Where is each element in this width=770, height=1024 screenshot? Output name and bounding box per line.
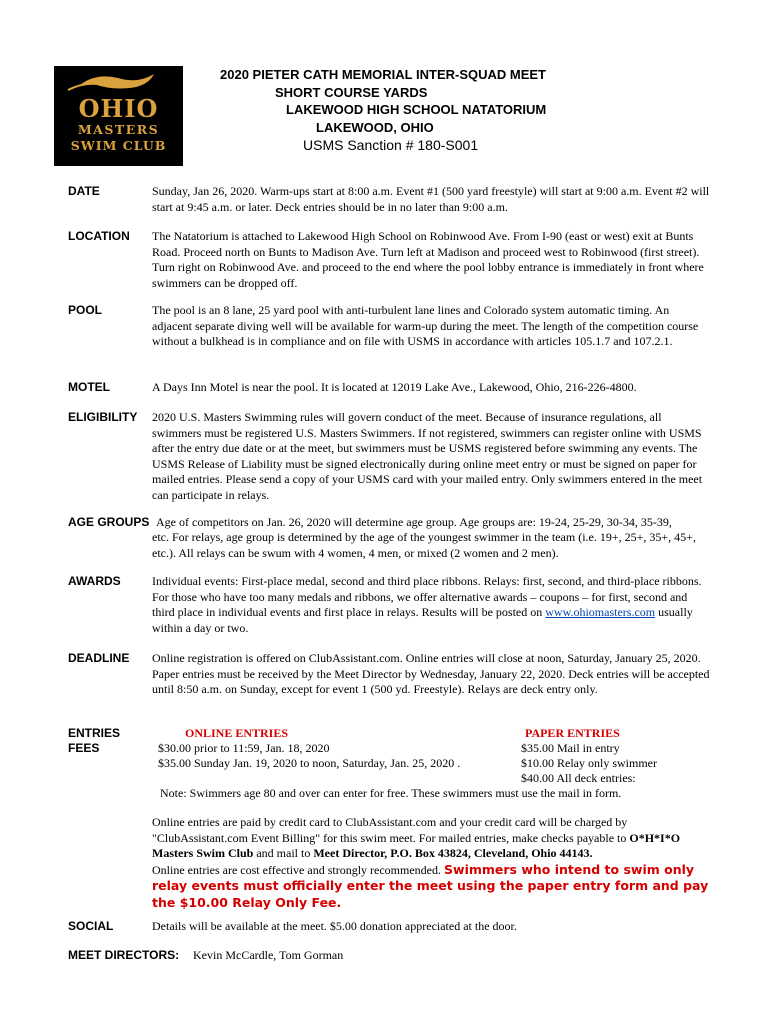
- age-80-note: Note: Swimmers age 80 and over can enter for free. These swimmers must use the mail in form.: [160, 786, 622, 800]
- fees-label: FEES: [68, 741, 100, 755]
- date-label: DATE: [68, 184, 100, 198]
- eligibility-label: ELIGIBILITY: [68, 410, 138, 424]
- location-text: The Natatorium is attached to Lakewood High School on Robinwood Ave. From I-90 (east or west) exit at Bunts Road. Proceed north on Bunts to Madison Ave. Turn left at Madison and proceed west to Robinwood (first street). Turn right on Robinwood Ave. and proceed to the end where the pool lobby entrance is immediately in front where swimmers can be dropped off.: [152, 229, 704, 290]
- age-groups-label: AGE GROUPS: [68, 515, 150, 529]
- online-recommendation: Online entries are cost effective and strongly recommended.: [152, 862, 442, 877]
- results-link[interactable]: www.ohiomasters.com: [545, 605, 656, 619]
- payment-instructions: [152, 815, 712, 911]
- meet-directors-names: Kevin McCardle, Tom Gorman: [193, 948, 344, 962]
- logo-club-text: SWIM CLUB: [70, 138, 167, 153]
- mailing-address: Meet Director, P.O. Box 43824, Cleveland, Ohio 44143.: [313, 846, 593, 860]
- eligibility-text: 2020 U.S. Masters Swimming rules will govern conduct of the meet. Because of insurance regulations, all swimmers must be registered U.S. Masters Swimmers. If not registered, swimmers can register online with USMS after the entry due date or at the meet, but swimmers must be USMS registered before swimming any events. The USMS Release of Liability must be signed electronically during online meet entry or must be signed on paper for mailed entries. Please send a copy of your USMS card with your mailed entry. Only swimmers entered in the meet can participate in relays.: [152, 410, 703, 502]
- sanction-number: USMS Sanction # 180-S001: [303, 137, 479, 153]
- awards-after-link: usually within a day or two.: [152, 605, 693, 635]
- awards-label: AWARDS: [68, 574, 121, 588]
- date-text: Sunday, Jan 26, 2020. Warm-ups start at 8:00 a.m. Event #1 (500 yard freestyle) will start at 9:00 a.m. Event #2 will start at 9:45 a.m. or later. Deck entries should be in no later than 9:00 a.m.: [152, 184, 710, 214]
- payee-name: O*H*I*O Masters Swim Club: [152, 830, 681, 860]
- course-type: SHORT COURSE YARDS: [275, 85, 428, 100]
- payment-text: Online entries are paid by credit card to ClubAssistant.com and your credit card will be charged by "ClubAssistant.com Event Billing" for this swim meet. For mailed entries, make checks payable to: [152, 815, 628, 845]
- paper-fee-mail: $35.00 Mail in entry: [521, 741, 620, 755]
- meet-directors-label: MEET DIRECTORS:: [68, 948, 180, 962]
- paper-fee-relay: $10.00 Relay only swimmer: [521, 756, 657, 770]
- ohio-masters-logo: [54, 66, 183, 166]
- motel-label: MOTEL: [68, 380, 110, 394]
- pool-label: POOL: [68, 303, 103, 317]
- social-label: SOCIAL: [68, 919, 114, 933]
- awards-body: Individual events: First-place medal, second and third place ribbons. Relays: first, second, and third-place ribbons. For those who have too many medals and ribbons, we offer alternative awards – coupons – for first, second and third place in individual events and first place in relays. Results will be posted on: [152, 574, 702, 619]
- venue-city: LAKEWOOD, OHIO: [316, 120, 434, 135]
- logo-masters-text: MASTERS: [77, 122, 160, 137]
- logo-ohio-text: OHIO: [78, 94, 159, 123]
- age-groups-text: etc. For relays, age group is determined by the age of the youngest swimmer in the team (i.e. 19+, 25+, 35+, 45+, etc.). All relays can be swum with 4 women, 4 men, or mixed (2 women and 2 men).: [152, 530, 696, 560]
- payment-mid: and mail to: [253, 846, 314, 860]
- venue-name: LAKEWOOD HIGH SCHOOL NATATORIUM: [286, 102, 547, 117]
- social-text: Details will be available at the meet. $5.00 donation appreciated at the door.: [152, 919, 517, 933]
- online-fee-late: $35.00 Sunday Jan. 19, 2020 to noon, Saturday, Jan. 25, 2020 .: [158, 756, 461, 770]
- deadline-label: DEADLINE: [68, 651, 130, 665]
- relay-only-warning: Swimmers who intend to swim only relay events must officially enter the meet using the paper entry form and pay the $10.00 Relay Only Fee.: [152, 861, 709, 910]
- online-fee-early: $30.00 prior to 11:59, Jan. 18, 2020: [158, 741, 330, 755]
- location-label: LOCATION: [68, 229, 130, 243]
- motel-text: A Days Inn Motel is near the pool. It is located at 12019 Lake Ave., Lakewood, Ohio, 216-226-4800.: [152, 380, 637, 394]
- entries-label: ENTRIES: [68, 726, 121, 740]
- pool-text: The pool is an 8 lane, 25 yard pool with anti-turbulent lane lines and Colorado system automatic timing. An adjacent separate diving well will be available for warm-up during the meet. The length of the competition course without a bulkhead is in compliance and on file with USMS in accordance with articles 105.1.7 and 107.2.1.: [152, 303, 699, 348]
- paper-fee-deck: $40.00 All deck entries:: [521, 771, 636, 785]
- age-groups-text-line1: Age of competitors on Jan. 26, 2020 will determine age group. Age groups are: 19-24, 25-29, 30-34, 35-39,: [156, 515, 672, 529]
- online-entries-heading: ONLINE ENTRIES: [185, 726, 289, 740]
- awards-text: [152, 574, 712, 636]
- meet-title: 2020 PIETER CATH MEMORIAL INTER-SQUAD MEET: [220, 67, 546, 82]
- deadline-text: Online registration is offered on ClubAssistant.com. Online entries will close at noon, Saturday, January 25, 2020. Paper entries must be received by the Meet Director by Wednesday, January 22, 2020. Deck entries will be accepted until 8:50 a.m. on Sunday, except for event 1 (500 yd. Freestyle). Relays are deck entry only.: [152, 651, 710, 696]
- paper-entries-heading: PAPER ENTRIES: [525, 726, 620, 740]
